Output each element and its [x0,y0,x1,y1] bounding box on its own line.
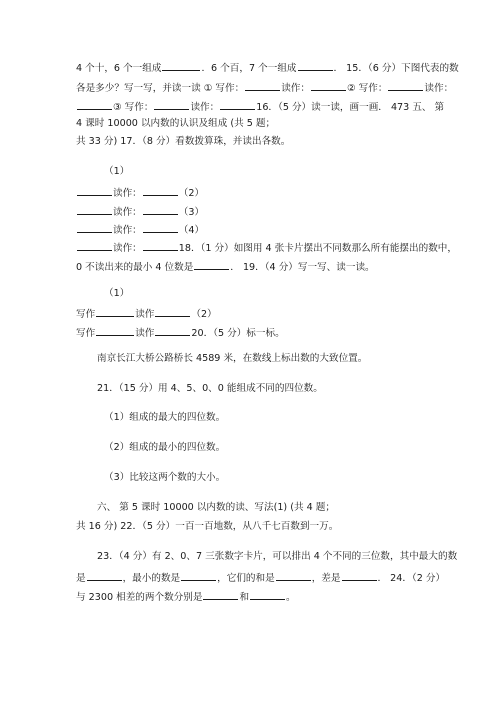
answer-blank[interactable] [194,259,229,270]
line-q15-2 [76,99,444,114]
text: 各是多少？写一写，并读一读 ① 写作： [76,83,245,94]
line-q19-1 [76,306,217,321]
answer-blank[interactable] [155,325,190,336]
text: 读作： [113,225,142,236]
item-label [104,166,129,178]
question-21 [97,383,323,395]
section-heading [97,502,335,514]
text: （1） [104,166,130,177]
answer-blank[interactable] [311,80,346,91]
text: （2）组成的最小的四位数。 [104,442,226,453]
line-q19-2 [76,325,285,340]
answer-blank[interactable] [245,80,280,91]
answer-blank[interactable] [77,185,112,196]
text: 读作 [135,309,155,320]
line-q17-4 [76,240,457,255]
line-q24 [76,589,296,604]
text: （2） [178,188,205,199]
question-22 [76,521,338,533]
text: 读作 [135,328,155,339]
text: 读作： [190,102,220,113]
answer-blank[interactable] [77,99,112,110]
line-q18 [76,259,375,274]
text: 读作： [281,83,310,94]
text: 共 33 分) 17．（8 分）看数拨算珠，并读出各数。 [76,136,291,147]
text: 写作 [76,309,96,320]
answer-blank[interactable] [96,306,134,317]
line-q23 [76,570,445,585]
question-15: ． 15．（6 分）下图代表的数 [333,63,459,74]
text: 23．（4 分）有 2、0、7 三张数字卡片，可以排出 4 个不同的三位数，其中最大的数 [97,551,458,562]
answer-blank[interactable] [203,589,238,600]
line-place-value [76,60,459,75]
answer-blank[interactable] [77,204,112,215]
text: ，差是 [311,573,341,584]
answer-blank[interactable] [143,240,178,251]
answer-blank[interactable] [342,570,377,581]
answer-blank[interactable] [155,306,190,317]
question-21-part-2 [104,442,225,454]
text: 是 [76,573,86,584]
text: （1） [104,288,130,299]
answer-blank[interactable] [220,99,255,110]
answer-blank[interactable] [143,204,178,215]
answer-blank[interactable] [181,570,216,581]
question-19: ． 19．（4 分）写一写、读一读。 [230,262,375,273]
answer-blank[interactable] [143,222,178,233]
text: 读作： [424,83,454,94]
text: 六、 第 5 课时 10000 以内数的读、写法(1) (共 4 题； [97,502,335,513]
answer-blank[interactable] [154,99,189,110]
item-label [104,288,129,300]
answer-blank[interactable] [276,570,311,581]
question-21-part-1 [104,412,225,424]
question-21-part-3 [104,472,225,484]
text: 21．（15 分）用 4、5、0、0 能组成不同的四位数。 [97,383,323,394]
text: 读作： [113,207,142,218]
answer-blank[interactable] [87,570,122,581]
text: 4 课时 10000 以内数的认识及组成 (共 5 题； [76,118,276,129]
text: （3）比较这两个数的大小。 [104,472,226,483]
answer-blank[interactable] [298,60,333,71]
text: （3） [178,207,205,218]
question-16: 16．（5 分）读一读，画一画． 473 五、 第 [256,102,445,113]
line-q17-1 [76,185,204,200]
text: 4 个十，6 个一组成 [76,63,162,74]
text: 共 16 分) 22．（5 分）一百一百地数，从八千七百数到一万。 [76,521,339,532]
question-20: 20．（5 分）标一标。 [191,328,285,339]
text: ，最小的数是 [122,573,181,584]
answer-blank[interactable] [162,60,200,71]
text: ．6 个百，7 个一组成 [201,63,297,74]
question-23 [97,551,457,563]
answer-blank[interactable] [250,589,285,600]
line-q15-1 [76,80,453,95]
text: 南京长江大桥公路桥长 4589 米，在数线上标出数的大致位置。 [97,353,368,364]
section-heading [76,118,275,130]
text: 和 [239,592,250,603]
line-q17-3 [76,222,204,237]
text: （2） [191,309,217,320]
text: ③ 写作： [113,102,154,113]
text: （1）组成的最大的四位数。 [104,412,226,423]
answer-blank[interactable] [143,185,178,196]
answer-blank[interactable] [77,240,112,251]
text: （4） [178,225,205,236]
answer-blank[interactable] [96,325,134,336]
text: 。 [286,592,296,603]
text: 与 2300 相差的两个数分别是 [76,592,203,603]
text: 写作 [76,328,96,339]
line-q17-2 [76,204,204,219]
text: ，它们的和是 [217,573,275,584]
question-24: ． 24．（2 分） [377,573,446,584]
text: 读作： [113,243,142,254]
question-18: 18．（1 分）如图用 4 张卡片摆出不同数那么所有能摆出的数中， [178,243,457,254]
answer-blank[interactable] [388,80,423,91]
text: 读作： [113,188,142,199]
question-17 [76,136,290,148]
question-20-body [97,353,367,365]
answer-blank[interactable] [77,222,112,233]
text: 0 不读出来的最小 4 位数是 [76,262,194,273]
text: ② 写作： [346,83,388,94]
